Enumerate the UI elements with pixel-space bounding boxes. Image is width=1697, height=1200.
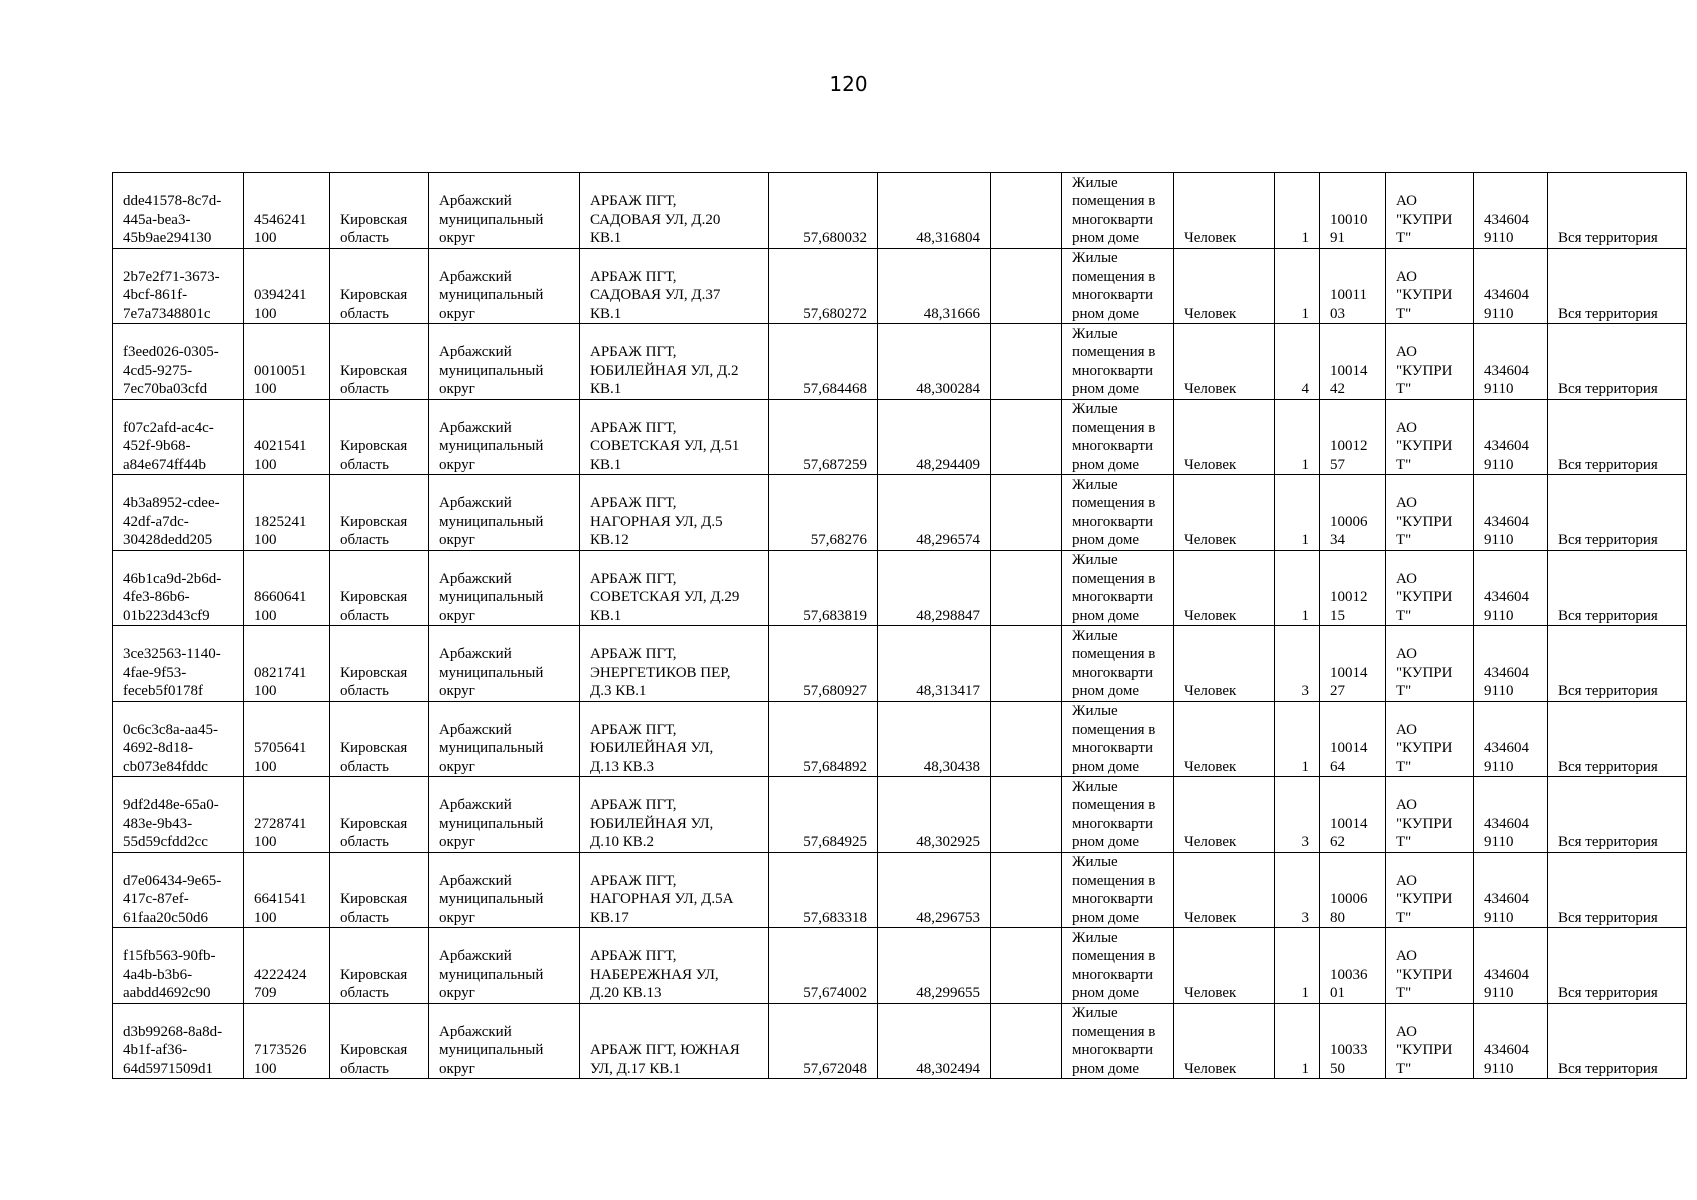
cell-address: АРБАЖ ПГТ, ЮБИЛЕЙНАЯ УЛ, Д.2 КВ.1	[580, 324, 769, 400]
cell-object-id: f3eed026-0305- 4cd5-9275- 7ec70ba03cfd	[113, 324, 244, 400]
cell-latitude: 57,674002	[769, 928, 878, 1004]
cell-territory: Вся территория	[1548, 324, 1687, 400]
cell-empty	[991, 248, 1062, 324]
cell-unit: Человек	[1174, 928, 1275, 1004]
cell-organization: АО "КУПРИ Т"	[1386, 324, 1474, 400]
cell-longitude: 48,296753	[878, 852, 991, 928]
cell-registry-code: 10012 15	[1320, 550, 1386, 626]
table-row	[113, 399, 1687, 475]
cell-region: Кировская область	[330, 626, 429, 702]
cell-latitude: 57,684925	[769, 777, 878, 853]
cell-object-code: 4546241 100	[244, 173, 330, 249]
cell-latitude: 57,680272	[769, 248, 878, 324]
cell-latitude: 57,672048	[769, 1003, 878, 1079]
registry-table	[112, 172, 1687, 1079]
cell-longitude: 48,299655	[878, 928, 991, 1004]
cell-object-code: 0394241 100	[244, 248, 330, 324]
cell-territory: Вся территория	[1548, 399, 1687, 475]
cell-longitude: 48,302494	[878, 1003, 991, 1079]
cell-unit: Человек	[1174, 626, 1275, 702]
cell-address: АРБАЖ ПГТ, ЮБИЛЕЙНАЯ УЛ, Д.13 КВ.3	[580, 701, 769, 777]
cell-registry-code: 10014 62	[1320, 777, 1386, 853]
cell-registry-code: 10010 91	[1320, 173, 1386, 249]
cell-longitude: 48,31666	[878, 248, 991, 324]
cell-district: Арбажский муниципальный округ	[429, 1003, 580, 1079]
cell-object-id: 9df2d48e-65a0- 483e-9b43- 55d59cfdd2cc	[113, 777, 244, 853]
cell-quantity: 3	[1275, 852, 1320, 928]
cell-object-id: f07c2afd-ac4c- 452f-9b68- a84e674ff44b	[113, 399, 244, 475]
cell-region: Кировская область	[330, 701, 429, 777]
cell-registry-code: 10014 64	[1320, 701, 1386, 777]
cell-empty	[991, 928, 1062, 1004]
cell-organization: АО "КУПРИ Т"	[1386, 928, 1474, 1004]
cell-object-id: 0c6c3c8a-aa45- 4692-8d18- cb073e84fddc	[113, 701, 244, 777]
cell-district: Арбажский муниципальный округ	[429, 324, 580, 400]
cell-unit: Человек	[1174, 399, 1275, 475]
cell-object-id: 2b7e2f71-3673- 4bcf-861f- 7e7a7348801c	[113, 248, 244, 324]
cell-empty	[991, 475, 1062, 551]
cell-longitude: 48,298847	[878, 550, 991, 626]
cell-unit: Человек	[1174, 701, 1275, 777]
cell-address: АРБАЖ ПГТ, НАГОРНАЯ УЛ, Д.5 КВ.12	[580, 475, 769, 551]
cell-empty	[991, 701, 1062, 777]
page-number: 120	[829, 72, 868, 96]
cell-inn: 434604 9110	[1474, 475, 1548, 551]
cell-quantity: 1	[1275, 475, 1320, 551]
cell-empty	[991, 399, 1062, 475]
cell-object-code: 0010051 100	[244, 324, 330, 400]
cell-object-code: 2728741 100	[244, 777, 330, 853]
cell-quantity: 1	[1275, 928, 1320, 1004]
cell-organization: АО "КУПРИ Т"	[1386, 626, 1474, 702]
cell-address: АРБАЖ ПГТ, НАГОРНАЯ УЛ, Д.5А КВ.17	[580, 852, 769, 928]
cell-unit: Человек	[1174, 324, 1275, 400]
cell-region: Кировская область	[330, 928, 429, 1004]
cell-quantity: 1	[1275, 701, 1320, 777]
table-row	[113, 248, 1687, 324]
cell-address: АРБАЖ ПГТ, ЮЖНАЯ УЛ, Д.17 КВ.1	[580, 1003, 769, 1079]
cell-district: Арбажский муниципальный округ	[429, 399, 580, 475]
cell-quantity: 4	[1275, 324, 1320, 400]
cell-district: Арбажский муниципальный округ	[429, 248, 580, 324]
cell-organization: АО "КУПРИ Т"	[1386, 475, 1474, 551]
cell-premises-type: Жилые помещения в многокварти рном доме	[1062, 1003, 1174, 1079]
cell-territory: Вся территория	[1548, 173, 1687, 249]
cell-address: АРБАЖ ПГТ, НАБЕРЕЖНАЯ УЛ, Д.20 КВ.13	[580, 928, 769, 1004]
cell-longitude: 48,313417	[878, 626, 991, 702]
cell-object-code: 8660641 100	[244, 550, 330, 626]
cell-object-code: 4222424 709	[244, 928, 330, 1004]
cell-organization: АО "КУПРИ Т"	[1386, 399, 1474, 475]
cell-unit: Человек	[1174, 550, 1275, 626]
cell-latitude: 57,684892	[769, 701, 878, 777]
cell-district: Арбажский муниципальный округ	[429, 928, 580, 1004]
cell-quantity: 1	[1275, 550, 1320, 626]
cell-object-code: 0821741 100	[244, 626, 330, 702]
cell-unit: Человек	[1174, 777, 1275, 853]
cell-latitude: 57,680032	[769, 173, 878, 249]
cell-region: Кировская область	[330, 550, 429, 626]
cell-longitude: 48,300284	[878, 324, 991, 400]
cell-region: Кировская область	[330, 324, 429, 400]
cell-empty	[991, 324, 1062, 400]
cell-organization: АО "КУПРИ Т"	[1386, 1003, 1474, 1079]
cell-territory: Вся территория	[1548, 928, 1687, 1004]
cell-empty	[991, 173, 1062, 249]
registry-table-body	[113, 173, 1687, 1079]
cell-organization: АО "КУПРИ Т"	[1386, 173, 1474, 249]
cell-longitude: 48,316804	[878, 173, 991, 249]
cell-premises-type: Жилые помещения в многокварти рном доме	[1062, 626, 1174, 702]
cell-region: Кировская область	[330, 475, 429, 551]
cell-inn: 434604 9110	[1474, 248, 1548, 324]
cell-longitude: 48,302925	[878, 777, 991, 853]
cell-premises-type: Жилые помещения в многокварти рном доме	[1062, 550, 1174, 626]
cell-inn: 434604 9110	[1474, 173, 1548, 249]
cell-quantity: 3	[1275, 777, 1320, 853]
cell-empty	[991, 1003, 1062, 1079]
cell-longitude: 48,30438	[878, 701, 991, 777]
cell-address: АРБАЖ ПГТ, ЭНЕРГЕТИКОВ ПЕР, Д.3 КВ.1	[580, 626, 769, 702]
cell-latitude: 57,684468	[769, 324, 878, 400]
table-row	[113, 324, 1687, 400]
table-row	[113, 173, 1687, 249]
table-row	[113, 550, 1687, 626]
cell-object-code: 5705641 100	[244, 701, 330, 777]
cell-premises-type: Жилые помещения в многокварти рном доме	[1062, 701, 1174, 777]
table-row	[113, 777, 1687, 853]
cell-territory: Вся территория	[1548, 626, 1687, 702]
cell-address: АРБАЖ ПГТ, СОВЕТСКАЯ УЛ, Д.29 КВ.1	[580, 550, 769, 626]
cell-territory: Вся территория	[1548, 248, 1687, 324]
cell-object-code: 4021541 100	[244, 399, 330, 475]
cell-registry-code: 10011 03	[1320, 248, 1386, 324]
cell-premises-type: Жилые помещения в многокварти рном доме	[1062, 324, 1174, 400]
cell-district: Арбажский муниципальный округ	[429, 777, 580, 853]
table-row	[113, 475, 1687, 551]
cell-unit: Человек	[1174, 248, 1275, 324]
cell-registry-code: 10006 80	[1320, 852, 1386, 928]
cell-premises-type: Жилые помещения в многокварти рном доме	[1062, 777, 1174, 853]
cell-territory: Вся территория	[1548, 852, 1687, 928]
cell-region: Кировская область	[330, 248, 429, 324]
cell-territory: Вся территория	[1548, 475, 1687, 551]
cell-territory: Вся территория	[1548, 777, 1687, 853]
cell-quantity: 3	[1275, 626, 1320, 702]
cell-quantity: 1	[1275, 173, 1320, 249]
cell-longitude: 48,296574	[878, 475, 991, 551]
table-row	[113, 1003, 1687, 1079]
cell-region: Кировская область	[330, 1003, 429, 1079]
cell-premises-type: Жилые помещения в многокварти рном доме	[1062, 248, 1174, 324]
cell-object-code: 6641541 100	[244, 852, 330, 928]
cell-district: Арбажский муниципальный округ	[429, 475, 580, 551]
cell-latitude: 57,680927	[769, 626, 878, 702]
cell-object-id: d3b99268-8a8d- 4b1f-af36- 64d5971509d1	[113, 1003, 244, 1079]
cell-empty	[991, 626, 1062, 702]
cell-territory: Вся территория	[1548, 1003, 1687, 1079]
cell-organization: АО "КУПРИ Т"	[1386, 777, 1474, 853]
cell-premises-type: Жилые помещения в многокварти рном доме	[1062, 475, 1174, 551]
cell-premises-type: Жилые помещения в многокварти рном доме	[1062, 928, 1174, 1004]
cell-quantity: 1	[1275, 1003, 1320, 1079]
cell-unit: Человек	[1174, 475, 1275, 551]
cell-premises-type: Жилые помещения в многокварти рном доме	[1062, 173, 1174, 249]
cell-district: Арбажский муниципальный округ	[429, 852, 580, 928]
cell-address: АРБАЖ ПГТ, ЮБИЛЕЙНАЯ УЛ, Д.10 КВ.2	[580, 777, 769, 853]
cell-unit: Человек	[1174, 173, 1275, 249]
cell-address: АРБАЖ ПГТ, САДОВАЯ УЛ, Д.37 КВ.1	[580, 248, 769, 324]
cell-registry-code: 10012 57	[1320, 399, 1386, 475]
cell-district: Арбажский муниципальный округ	[429, 173, 580, 249]
cell-unit: Человек	[1174, 852, 1275, 928]
cell-quantity: 1	[1275, 248, 1320, 324]
cell-inn: 434604 9110	[1474, 626, 1548, 702]
table-row	[113, 626, 1687, 702]
cell-registry-code: 10033 50	[1320, 1003, 1386, 1079]
cell-address: АРБАЖ ПГТ, САДОВАЯ УЛ, Д.20 КВ.1	[580, 173, 769, 249]
cell-empty	[991, 550, 1062, 626]
cell-unit: Человек	[1174, 1003, 1275, 1079]
cell-object-id: d7e06434-9e65- 417c-87ef- 61faa20c50d6	[113, 852, 244, 928]
cell-object-id: 46b1ca9d-2b6d- 4fe3-86b6- 01b223d43cf9	[113, 550, 244, 626]
cell-territory: Вся территория	[1548, 550, 1687, 626]
cell-empty	[991, 777, 1062, 853]
cell-object-code: 1825241 100	[244, 475, 330, 551]
cell-district: Арбажский муниципальный округ	[429, 626, 580, 702]
cell-object-code: 7173526 100	[244, 1003, 330, 1079]
cell-latitude: 57,683819	[769, 550, 878, 626]
cell-inn: 434604 9110	[1474, 324, 1548, 400]
cell-inn: 434604 9110	[1474, 852, 1548, 928]
cell-inn: 434604 9110	[1474, 1003, 1548, 1079]
cell-object-id: dde41578-8c7d- 445a-bea3- 45b9ae294130	[113, 173, 244, 249]
cell-object-id: 3ce32563-1140- 4fae-9f53- feceb5f0178f	[113, 626, 244, 702]
cell-object-id: f15fb563-90fb- 4a4b-b3b6- aabdd4692c90	[113, 928, 244, 1004]
cell-inn: 434604 9110	[1474, 701, 1548, 777]
cell-address: АРБАЖ ПГТ, СОВЕТСКАЯ УЛ, Д.51 КВ.1	[580, 399, 769, 475]
cell-longitude: 48,294409	[878, 399, 991, 475]
cell-registry-code: 10014 27	[1320, 626, 1386, 702]
cell-region: Кировская область	[330, 173, 429, 249]
cell-latitude: 57,683318	[769, 852, 878, 928]
cell-organization: АО "КУПРИ Т"	[1386, 852, 1474, 928]
cell-inn: 434604 9110	[1474, 777, 1548, 853]
cell-latitude: 57,68276	[769, 475, 878, 551]
cell-inn: 434604 9110	[1474, 928, 1548, 1004]
cell-organization: АО "КУПРИ Т"	[1386, 248, 1474, 324]
cell-registry-code: 10014 42	[1320, 324, 1386, 400]
cell-object-id: 4b3a8952-cdee- 42df-a7dc- 30428dedd205	[113, 475, 244, 551]
cell-quantity: 1	[1275, 399, 1320, 475]
cell-district: Арбажский муниципальный округ	[429, 550, 580, 626]
cell-region: Кировская область	[330, 777, 429, 853]
cell-empty	[991, 852, 1062, 928]
cell-premises-type: Жилые помещения в многокварти рном доме	[1062, 399, 1174, 475]
table-row	[113, 852, 1687, 928]
cell-inn: 434604 9110	[1474, 399, 1548, 475]
table-row	[113, 928, 1687, 1004]
cell-premises-type: Жилые помещения в многокварти рном доме	[1062, 852, 1174, 928]
cell-district: Арбажский муниципальный округ	[429, 701, 580, 777]
cell-registry-code: 10006 34	[1320, 475, 1386, 551]
cell-inn: 434604 9110	[1474, 550, 1548, 626]
cell-territory: Вся территория	[1548, 701, 1687, 777]
cell-region: Кировская область	[330, 399, 429, 475]
cell-organization: АО "КУПРИ Т"	[1386, 701, 1474, 777]
cell-organization: АО "КУПРИ Т"	[1386, 550, 1474, 626]
cell-latitude: 57,687259	[769, 399, 878, 475]
cell-registry-code: 10036 01	[1320, 928, 1386, 1004]
cell-region: Кировская область	[330, 852, 429, 928]
table-row	[113, 701, 1687, 777]
